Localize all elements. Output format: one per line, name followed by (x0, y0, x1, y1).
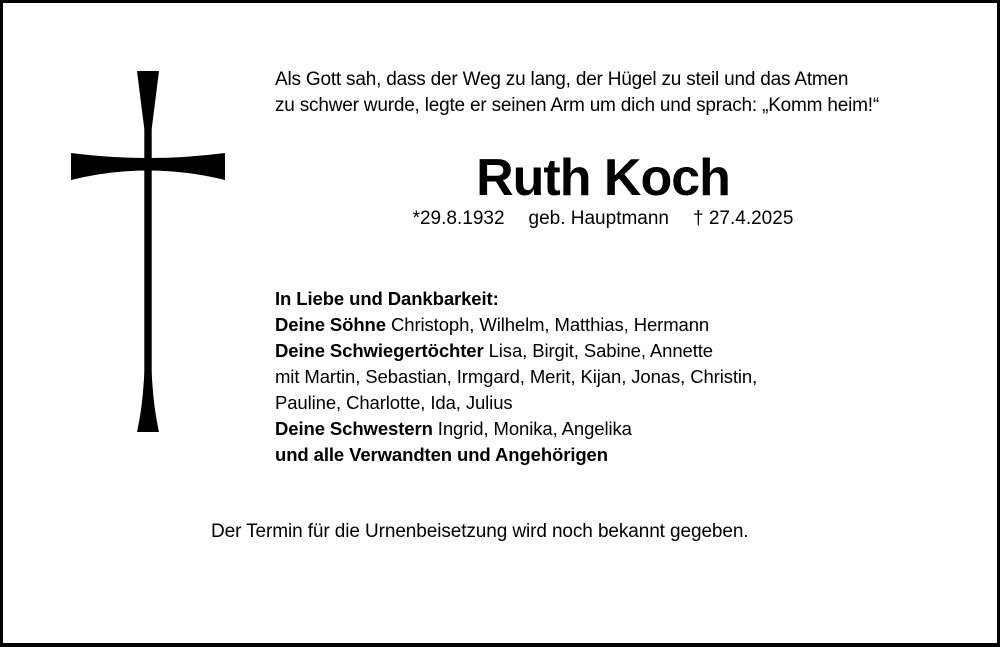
mourners-list (275, 286, 757, 468)
memorial-cross-icon (71, 71, 225, 433)
mourner-line: Deine Söhne Christoph, Wilhelm, Matthias, Hermann (275, 314, 710, 335)
mourner-line: und alle Verwandten und Angehörigen (275, 444, 608, 465)
epigraph-line-2: zu schwer wurde, legte er seinen Arm um dich und sprach: „Komm heim!“ (275, 95, 879, 116)
burial-info: Der Termin für die Urnenbeisetzung wird noch bekannt gegeben. (211, 521, 749, 542)
maiden-name: geb. Hauptmann (528, 208, 670, 229)
mourner-line: mit Martin, Sebastian, Irmgard, Merit, Kijan, Jonas, Christin, (275, 366, 758, 387)
mourner-line: Deine Schwestern Ingrid, Monika, Angelika (275, 418, 632, 439)
life-dates (303, 208, 903, 230)
epigraph (275, 67, 879, 119)
mourner-line: Deine Schwiegertöchter Lisa, Birgit, Sabine, Annette (275, 340, 713, 361)
mourner-line: In Liebe und Dankbarkeit: (275, 288, 499, 309)
mourner-line: Pauline, Charlotte, Ida, Julius (275, 392, 513, 413)
epigraph-line-1: Als Gott sah, dass der Weg zu lang, der Hügel zu steil und das Atmen (275, 69, 849, 90)
deceased-name: Ruth Koch (476, 149, 730, 207)
death-date: † 27.4.2025 (693, 208, 794, 229)
birth-date: *29.8.1932 (412, 208, 505, 229)
